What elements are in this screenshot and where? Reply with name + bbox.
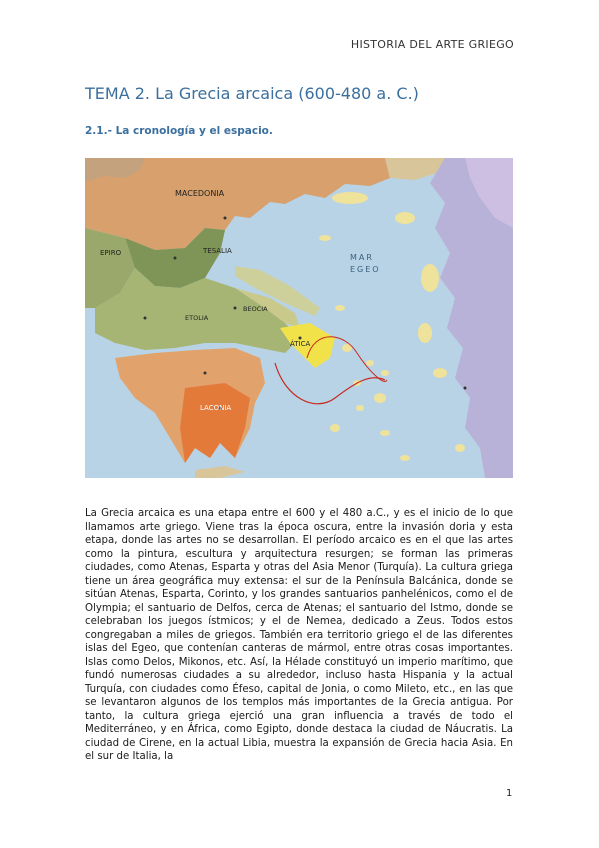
map-city-dot bbox=[224, 217, 227, 220]
running-header: HISTORIA DEL ARTE GRIEGO bbox=[350, 38, 514, 51]
map-island-ios bbox=[380, 430, 390, 436]
page-number: 1 bbox=[506, 788, 513, 799]
body-paragraph: La Grecia arcaica es una etapa entre el 600 y el 480 a.C., y es el inicio de lo que llamamos arte griego. Viene tras la época oscura, entre la invasión doria y esta etapa, donde las artes no se desarrollan. El período arcaico es en el que las artes como la pintura, escultura y arquitectura resurgen; se forman las primeras ciudades, como Atenas, Esparta y otras del Asia Menor (Turquía). La cultura griega tiene un área geográfica muy extensa: el sur de la Península Balcánica, donde se sitúan Atenas, Esparta, Corinto, y los grandes santuarios panhelénicos, como el de Olympia; el santuario de Delfos, cerca de Atenas; el santuario del Istmo, donde se celebraban los juegos ístmicos; y el de Nemea, dedicado a Zeus. Todos estos congregaban a miles de griegos. También era territorio griego el de las diferentes islas del Egeo, que contenían canteras de mármol, entre otras cosas importantes. Islas como Delos, Mikonos, etc. Así, la Hélade constituyó un imperio marítimo, que fundó numerosas ciudades a su alrededor, incluso hasta Hispania y la actual Turquía, con ciudades como Éfeso, capital de Jonia, o como Mileto, etc., en las que se levantaron algunos de los templos más importantes de la Grecia antigua. Por tanto, la cultura griega ejerció una gran influencia a través de todo el Mediterráneo, y en África, como Egipto, donde destaca la ciudad de Náucratis. La ciudad de Cirene, en la actual Libia, muestra la expansión de Grecia hacia Asia. En el sur de Italia, la bbox=[85, 508, 513, 762]
map-island-thera bbox=[400, 455, 410, 461]
map-island-thasos bbox=[332, 192, 368, 204]
map-label-atica: ÁTICA bbox=[290, 340, 311, 348]
map-label-etolia: ETOLIA bbox=[185, 314, 209, 322]
map-label-beocia: BEOCIA bbox=[243, 305, 268, 313]
page-title: TEMA 2. La Grecia arcaica (600-480 a. C.) bbox=[85, 84, 419, 103]
map-island-samos bbox=[433, 368, 447, 378]
map-city-dot bbox=[174, 257, 177, 260]
map-label-laconia: LACONIA bbox=[200, 404, 232, 412]
map-label-macedonia: MACEDONIA bbox=[175, 189, 225, 198]
section-heading: 2.1.- La cronología y el espacio. bbox=[85, 125, 273, 137]
map-island-chios bbox=[418, 323, 432, 343]
map-city-dot bbox=[464, 387, 467, 390]
map-island-melos bbox=[330, 424, 340, 432]
map-label-egeo: EGEO bbox=[350, 265, 381, 274]
map-island-lemnos bbox=[395, 212, 415, 224]
map-island-skyros bbox=[335, 305, 345, 311]
map-island-lesbos bbox=[421, 264, 439, 292]
map-label-tesalia: TESALIA bbox=[203, 247, 232, 255]
map-island-tenos bbox=[366, 360, 374, 366]
map-island-mykonos bbox=[381, 370, 389, 376]
map-label-mar: MAR bbox=[350, 253, 374, 262]
map-island-cos bbox=[455, 444, 465, 452]
map-image bbox=[85, 158, 513, 478]
map-city-dot bbox=[234, 307, 237, 310]
map-island-sporades bbox=[319, 235, 331, 241]
map-of-ancient-greece bbox=[85, 158, 513, 478]
map-island-naxos bbox=[374, 393, 386, 403]
map-city-dot bbox=[144, 317, 147, 320]
map-label-epiro: EPIRO bbox=[100, 249, 122, 257]
map-city-dot bbox=[204, 372, 207, 375]
map-island-paros bbox=[356, 405, 364, 411]
